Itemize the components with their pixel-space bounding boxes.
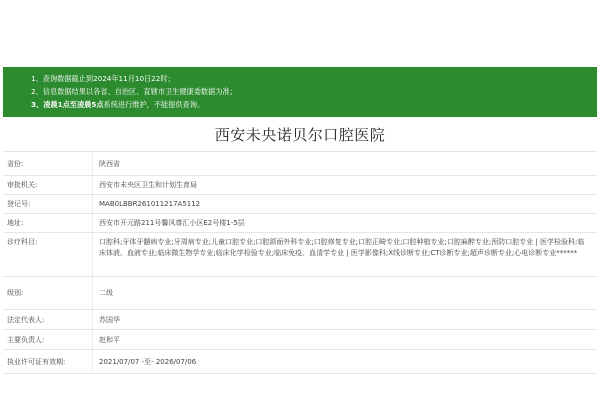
notice-line-2: 2、信息数据结果以各省、自治区、直辖市卫生健康委数据为准； [31, 87, 237, 96]
row-label: 执业许可证有效期: [7, 357, 66, 366]
row-registration-number [3, 195, 597, 214]
page-title: 西安未央诺贝尔口腔医院 [214, 126, 386, 144]
row-label: 诊疗科目: [7, 238, 38, 246]
row-value: 2021/07/07 -至- 2026/07/06 [99, 357, 197, 366]
notice-banner [3, 67, 597, 117]
row-legal-representative [3, 310, 597, 330]
notice-line-3 [31, 98, 597, 111]
row-province [3, 152, 597, 176]
notice-line-3-rest: 系统进行维护，不能提供查询。 [103, 100, 205, 109]
notice-line-3-bold: 3、凌晨1点至凌晨5点 [31, 100, 104, 109]
row-label: 主要负责人: [7, 335, 45, 344]
row-label: 法定代表人: [7, 315, 45, 324]
row-label: 地址: [7, 219, 24, 227]
row-approval-authority [3, 176, 597, 195]
row-license-validity [3, 350, 597, 374]
row-treatment-subjects [3, 233, 597, 277]
row-value: 西安市开元路211号馨风尊汇小区E2号楼1-5层 [99, 219, 245, 227]
row-value: MAB0LBBR261011217A5112 [99, 200, 201, 208]
row-value: 苏国华 [99, 315, 120, 324]
row-label: 省份: [7, 159, 24, 168]
row-label: 审批机关: [7, 181, 38, 189]
row-level [3, 277, 597, 310]
row-label: 级别: [7, 289, 24, 297]
row-value: 二级 [99, 289, 113, 297]
notice-line-1: 1、查询数据截止到2024年11月10日22时； [31, 74, 175, 83]
row-value: 赵和平 [99, 335, 120, 344]
info-table [3, 151, 597, 374]
row-address [3, 214, 597, 233]
row-principal [3, 330, 597, 350]
row-value: 口腔科;牙体牙髓病专业;牙周病专业;儿童口腔专业;口腔颌面外科专业;口腔修复专业;口腔正畸专业;口腔种植专业;口腔麻醉专业;预防口腔专业 | 医学检验科;临床体液、血液专业;临床微生物学专业;临床化学检验专业;临床免疫、血清学专业 | 医学影像科;X线诊断专业;CT诊断专业;超声诊断专业;心电诊断专业****** [99, 238, 585, 257]
row-label: 登记号: [7, 200, 31, 208]
row-value: 陕西省 [99, 159, 120, 168]
row-value: 西安市未央区卫生和计划生育局 [99, 181, 197, 189]
